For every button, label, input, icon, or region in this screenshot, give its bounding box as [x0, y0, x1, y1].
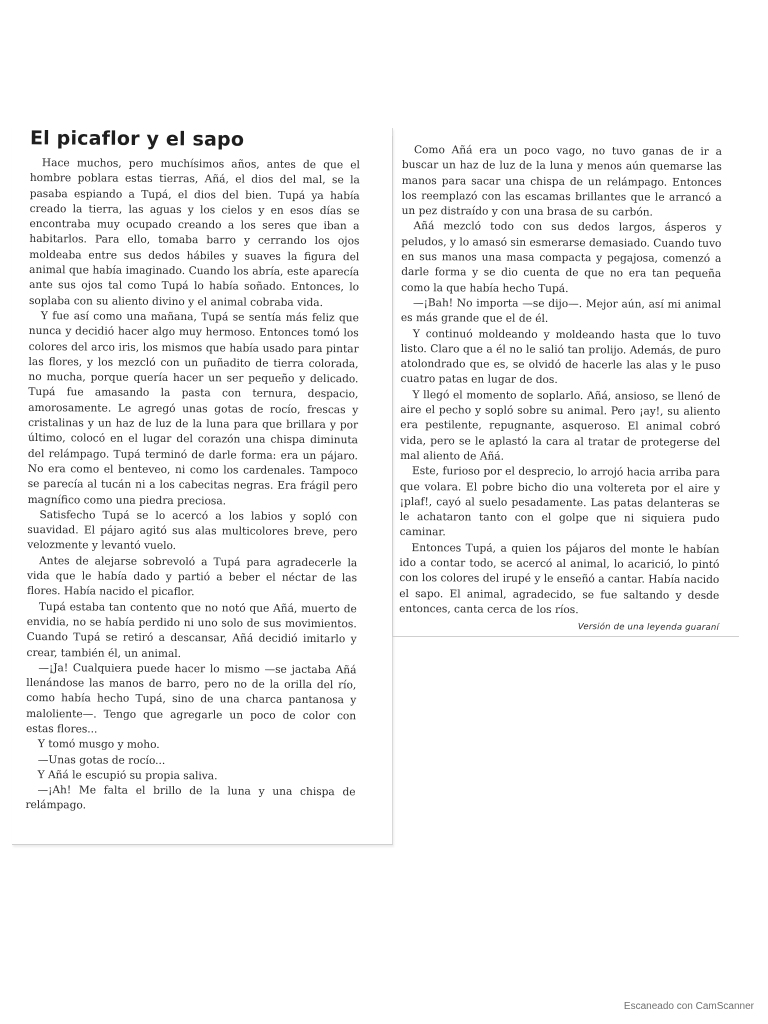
paragraph: Tupá estaba tan contento que no notó que Añá, muerto de envidia, no se había perdido ni uno solo de sus movimientos. Cuando Tupá se retiró a descansar, Añá decidió imitarlo y crear, también él, un animal. — [26, 600, 357, 660]
paragraph: —¡Ah! Me falta el brillo de la luna y una chispa de relámpago. — [25, 784, 356, 812]
paragraph: Y continuó moldeando y moldeando hasta que lo tuvo listo. Claro que a él no le salió tan prolijo. Además, de puro atolondrado que es, se olvidó de hacerle las alas y le puso cuatro patas en lugar de dos. — [400, 327, 721, 387]
paragraph: Entonces Tupá, a quien los pájaros del monte le habían ido a contar todo, se acercó al animal, lo acarició, lo pintó con los colores del irupé y le enseñó a cantar. Había nacido el sapo. El animal, agradecido, se fue saltando y desde entonces, canta cerca de los ríos. — [399, 541, 720, 616]
paragraph: Y llegó el momento de soplarlo. Añá, ansioso, se llenó de aire el pecho y sopló sobre su animal. Pero ¡ay!, su aliento era pestilente, repugnante, asqueroso. El animal cobró vida, pero se le aplastó la cara al tratar de protegerse del mal aliento de Añá. — [400, 388, 721, 463]
scanner-watermark: Escaneado con CamScanner — [623, 1001, 754, 1012]
source-credit: Versión de una leyenda guaraní — [577, 622, 720, 634]
paragraph: Satisfecho Tupá se lo acercó a los labios y sopló con suavidad. El pájaro agitó sus alas multicolores breve, pero velozmente y levantó vuelo. — [27, 508, 358, 553]
paragraph: —Unas gotas de rocío... — [37, 753, 166, 767]
paragraph: —¡Ja! Cualquiera puede hacer lo mismo —se jactaba Añá llenándose las manos de barro, pero no de la orilla del río, como había hecho Tupá, sino de una charca pantanosa y maloliente—. Tengo que agregarle un poco de color con estas flores... — [25, 661, 357, 736]
paragraph: Este, furioso por el desprecio, lo arrojó hacia arriba para que volara. El pobre bicho dio una voltereta por el aire y ¡plaf!, cayó al suelo pesadamente. Las patas delanteras se le achataron tanto con el golpe que ni siquiera pudo caminar. — [399, 465, 721, 539]
paragraph: Añá mezcló todo con sus dedos largos, ásperos y peludos, y lo amasó sin esmerarse demasiado. Cuando tuvo en sus manos una masa compacta y pegajosa, comenzó a darle forma y se dio cuenta de que no era tan pequeña como la que había hecho Tupá. — [401, 220, 722, 295]
paragraph: Y Añá le escupió su propia saliva. — [37, 768, 218, 783]
story-title: El picaflor y el sapo — [29, 127, 245, 151]
paragraph: Hace muchos, pero muchísimos años, antes de que el hombre poblara estas tierras, Añá, el dios del mal, se la pasaba espiando a Tupá, el dios del bien. Tupá ya había creado la tierra, las aguas y los cielos y en esos días se encontraba muy ocupado creando a los seres que iban a habitarlos. Para ello, tomaba barro y cerrando los ojos moldeaba entre sus dedos hábiles y suaves la figura del animal que había imaginado. Cuando los abría, este aparecía ante sus ojos tal como Tupá lo había soñado. Entonces, lo soplaba con su aliento divino y el animal cobraba vida. — [28, 157, 360, 309]
paragraph: Como Añá era un poco vago, no tuvo ganas de ir a buscar un haz de luz de la luna y menos aún quemarse las manos para sacar una chispa de un relámpago. Entonces los reemplazó con las escamas brillantes que le arrancó a un pez distraído y con una brasa de su carbón. — [401, 144, 722, 219]
paragraph: Y fue así como una mañana, Tupá se sentía más feliz que nunca y decidió hacer algo muy hermoso. Entonces tomó los colores del arco iris, los mismos que había usado para pintar las flores, y los mezcló con un puñadito de tierra colorada, no mucha, porque quería hacer un ser pequeño y delicado. Tupá fue amasando la pasta con ternura, despacio, amorosamente. Le agregó unas gotas de rocío, frescas y cristalinas y un haz de luz de la luna para que brillara y por último, colocó en el lugar del corazón una chispa diminuta del relámpago. Tupá terminó de darle forma: era un pájaro. No era como el benteveo, ni como los cardenales. Tampoco se parecía al tucán ni a los cabecitas negras. Era frágil pero magnífico como una piedra preciosa. — [27, 310, 359, 507]
paragraph: —¡Bah! No importa —se dijo—. Mejor aún, así mi animal es más grande que el de él. — [400, 297, 722, 326]
right-column — [399, 143, 722, 636]
left-column — [25, 156, 360, 816]
paragraph: Antes de alejarse sobrevoló a Tupá para agradecerle la vida que le había dado y partió a beber el néctar de las flores. Había nacido el picaflor. — [26, 554, 358, 599]
paragraph: Y tomó musgo y moho. — [37, 738, 160, 752]
